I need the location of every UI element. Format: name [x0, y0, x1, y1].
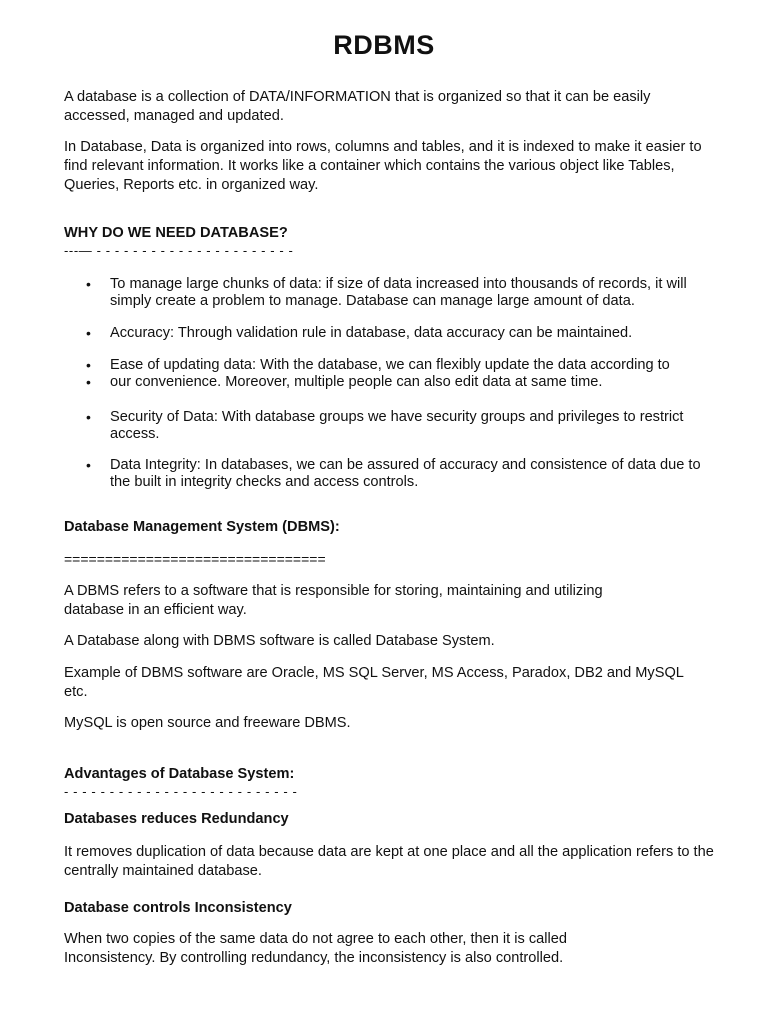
dbms-paragraph-1: A DBMS refers to a software that is responsible for storing, maintaining and utilizing database in an efficient way. [64, 583, 603, 618]
dbms-heading-rule: ================================ [64, 551, 326, 567]
dbms-paragraph-4: MySQL is open source and freeware DBMS. [64, 715, 351, 731]
dbms-heading: Database Management System (DBMS): [64, 519, 340, 535]
advantages-heading: Advantages of Database System: [64, 766, 295, 782]
advantages-heading-rule: - - - - - - - - - - - - - - - - - - - - - - - - - - [64, 784, 298, 799]
why-heading-rule: ---— - - - - - - - - - - - - - - - - - - - - - - [64, 243, 294, 258]
redundancy-paragraph: It removes duplication of data because data are kept at one place and all the application refers to the centrally maintained database. [64, 844, 714, 879]
page-title: RDBMS [333, 30, 435, 60]
redundancy-heading: Databases reduces Redundancy [64, 811, 289, 827]
bullet-accuracy: Accuracy: Through validation rule in database, data accuracy can be maintained. [110, 325, 633, 341]
bullet-ease-of-updating: Ease of updating data: With the database, we can flexibly update the data according to [110, 357, 670, 373]
dbms-paragraph-3: Example of DBMS software are Oracle, MS SQL Server, MS Access, Paradox, DB2 and MySQL etc. [64, 665, 684, 700]
dbms-paragraph-2: A Database along with DBMS software is called Database System. [64, 633, 495, 649]
bullet-dot: • [86, 374, 91, 390]
bullet-convenience: our convenience. Moreover, multiple people can also edit data at same time. [110, 374, 603, 390]
bullet-security: Security of Data: With database groups we have security groups and privileges to restrict access. [110, 409, 684, 442]
inconsistency-heading: Database controls Inconsistency [64, 900, 292, 916]
bullet-manage-large-data: To manage large chunks of data: if size of data increased into thousands of records, it will simply create a problem to manage. Database can manage large amount of data. [110, 276, 687, 309]
inconsistency-paragraph: When two copies of the same data do not agree to each other, then it is called Inconsistency. By controlling redundancy, the inconsistency is also controlled. [64, 931, 567, 966]
bullet-integrity: Data Integrity: In databases, we can be assured of accuracy and consistence of data due to the built in integrity checks and access controls. [110, 457, 701, 490]
bullet-dot: • [86, 325, 91, 341]
bullet-dot: • [86, 457, 91, 473]
why-heading: WHY DO WE NEED DATABASE? [64, 225, 288, 241]
bullet-dot: • [86, 357, 91, 373]
bullet-dot: • [86, 409, 91, 425]
bullet-dot: • [86, 276, 91, 292]
intro-paragraph-2: In Database, Data is organized into rows, columns and tables, and it is indexed to make it easier to find relevant information. It works like a container which contains the various object like Tables, Queries, Reports etc. in organized way. [64, 139, 702, 193]
intro-paragraph-1: A database is a collection of DATA/INFORMATION that is organized so that it can be easily accessed, managed and updated. [64, 89, 651, 124]
